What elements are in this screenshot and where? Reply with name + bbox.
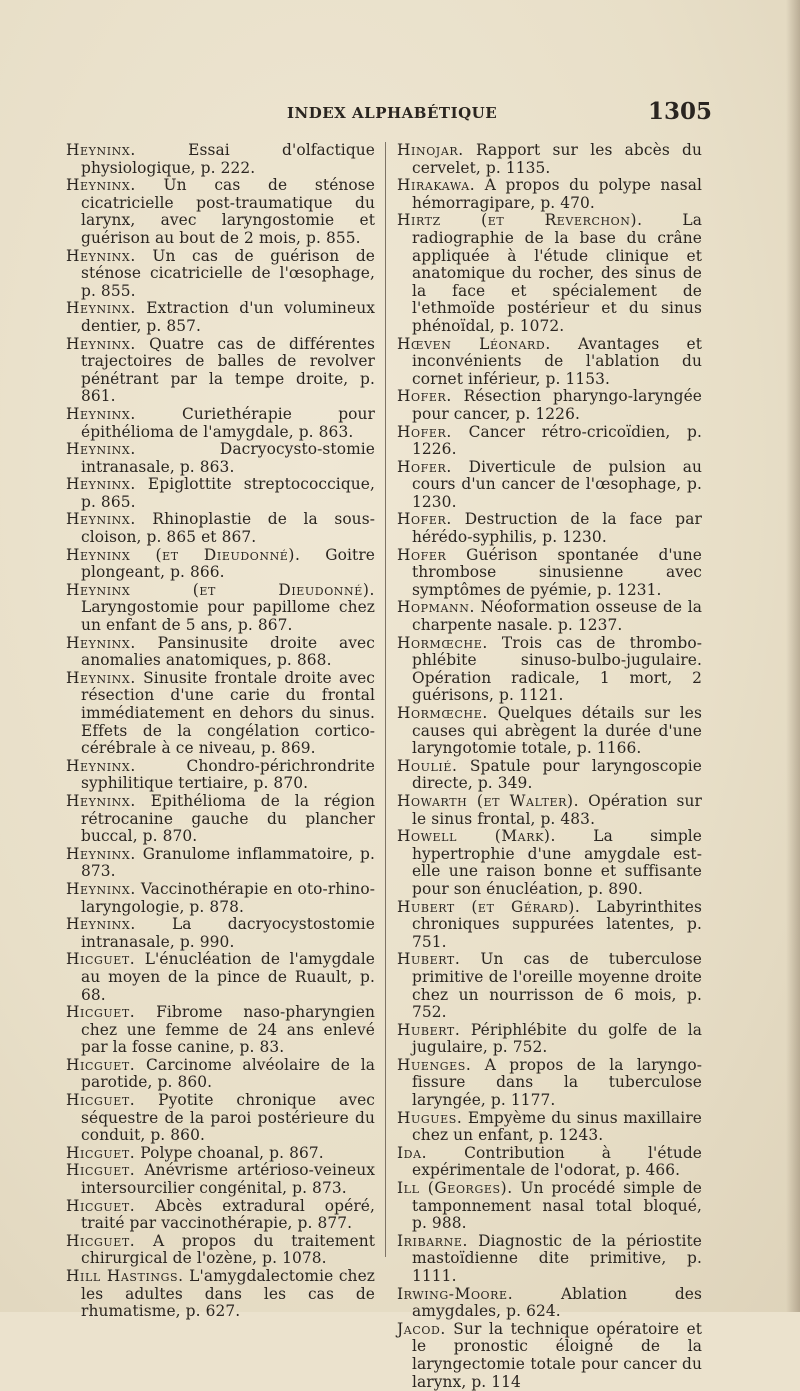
entry-author: Heyninx. — [66, 334, 136, 353]
index-entry — [397, 511, 702, 546]
entry-text: Un cas de guérison de sténose cicatricielle de l'œsophage, p. 855. — [81, 246, 375, 300]
entry-author: Heyninx. — [66, 440, 136, 459]
entry-text: Chondro-périchrondrite syphilitique tertiaire, p. 870. — [81, 756, 375, 793]
entry-text: Un cas de tuberculose primitive de l'oreille moyenne droite chez un nourrisson de 6 mois, p. 752. — [412, 950, 702, 1022]
entry-text: Extraction d'un volumineux dentier, p. 857. — [81, 299, 375, 335]
entry-author: Heyninx. — [66, 915, 136, 934]
entry-text: Laryngostomie pour papillome chez un enfant de 5 ans, p. 867. — [81, 598, 375, 635]
entry-text: Trois cas de thrombo-phlébite sinuso-bulbo-jugulaire. Opération radicale, 1 mort, 2 guérisons, p. 1121. — [412, 633, 702, 705]
index-entry — [397, 547, 702, 600]
index-entry — [397, 599, 702, 634]
entry-text: A propos du traitement chirurgical de l'ozène, p. 1078. — [81, 1231, 375, 1268]
entry-author: Heyninx. — [66, 299, 136, 318]
entry-author: Hicguet. — [66, 1003, 136, 1022]
entry-author: Iribarne. — [397, 1231, 468, 1250]
entry-text: Un procédé simple de tamponnement nasal total bloqué, p. 988. — [412, 1179, 703, 1233]
entry-author: Howarth (et Walter). — [397, 791, 580, 810]
index-entry — [66, 336, 375, 406]
entry-author: Hicguet. — [66, 1055, 136, 1074]
page-number: 1305 — [648, 98, 713, 125]
column-divider — [385, 142, 386, 1257]
index-entry — [66, 142, 375, 177]
entry-text: Epithélioma de la région rétrocanine gauche du plancher buccal, p. 870. — [81, 791, 375, 846]
entry-text: Essai d'olfactique physiologique, p. 222. — [81, 141, 375, 177]
page-header — [0, 100, 800, 130]
entry-text: Destruction de la face par hérédo-syphilis, p. 1230. — [412, 510, 702, 547]
entry-text: Périphlébite du golfe de la jugulaire, p. 752. — [412, 1020, 702, 1057]
entry-author: Howell (Mark). — [397, 827, 557, 846]
entry-author: Hopmann. — [397, 598, 475, 617]
index-entry — [66, 951, 375, 1004]
index-entry — [397, 793, 702, 828]
index-entry — [397, 1321, 702, 1391]
index-entry — [66, 1057, 375, 1092]
entry-text: L'amygdalectomie chez les adultes dans les cas de rhumatisme, p. 627. — [81, 1267, 375, 1321]
entry-text: Abcès extradural opéré, traité par vaccinothérapie, p. 877. — [81, 1196, 375, 1233]
entry-text: Quatre cas de différentes trajectoires de balles de revolver pénétrant par la tempe droite, p. 861. — [81, 334, 375, 406]
index-entry — [66, 177, 375, 247]
entry-author: Heyninx. — [66, 510, 136, 529]
index-entry — [397, 336, 702, 389]
entry-author: Hofer. — [397, 387, 452, 406]
index-entry — [397, 459, 702, 512]
index-entry — [66, 511, 375, 546]
index-entry — [397, 899, 702, 952]
index-entry — [66, 916, 375, 951]
index-entry — [397, 1180, 702, 1233]
entry-text: Empyème du sinus maxillaire chez un enfant, p. 1243. — [412, 1108, 702, 1145]
entry-text: Dacryocysto-stomie intranasale, p. 863. — [81, 440, 375, 476]
entry-author: Hinojar. — [397, 141, 464, 159]
entry-author: Hirakawa. — [397, 176, 476, 195]
index-entry — [397, 1110, 702, 1145]
entry-author: Hicguet. — [66, 1091, 136, 1110]
index-entry — [66, 881, 375, 916]
index-entry — [66, 441, 375, 476]
index-entry — [397, 1145, 702, 1180]
entry-text: La radiographie de la base du crâne appliquée à l'étude clinique et anatomique du rocher, des sinus de la face et spécialement de l'ethmoïde postérieur et du sinus phénoïdal, p. 1072. — [412, 211, 702, 335]
entry-author: Heyninx. — [66, 176, 136, 195]
entry-text: Curiethérapie pour épithélioma de l'amygdale, p. 863. — [81, 404, 375, 441]
entry-text: Un cas de sténose cicatricielle post-traumatique du larynx, avec laryngostomie et guérison au bout de 2 mois, p. 855. — [81, 176, 375, 247]
entry-text: Opération sur le sinus frontal, p. 483. — [412, 791, 702, 828]
entry-text: Rapport sur les abcès du cervelet, p. 1135. — [412, 141, 702, 177]
index-entry — [66, 1145, 375, 1163]
entry-author: Hœven Léonard. — [397, 334, 551, 353]
entry-author: Hubert (et Gérard). — [397, 897, 581, 916]
index-entry — [66, 1233, 375, 1268]
right-column — [397, 142, 702, 1391]
entry-text: Résection pharyngo-laryngée pour cancer, p. 1226. — [412, 387, 702, 423]
entry-text: Pyotite chronique avec séquestre de la paroi postérieure du conduit, p. 860. — [81, 1091, 375, 1145]
index-entry — [397, 758, 702, 793]
entry-author: Hicguet. — [66, 950, 136, 969]
entry-text: Fibrome naso-pharyngien chez une femme de 24 ans enlevé par la fosse canine, p. 83. — [81, 1003, 375, 1057]
entry-text: Cancer rétro-cricoïdien, p. 1226. — [412, 422, 702, 459]
entry-text: La simple hypertrophie d'une amygdale est-elle une raison bonne et suffisante pour son énucléation, p. 890. — [412, 827, 702, 898]
entry-text: Sinusite frontale droite avec résection d'une carie du frontal immédiatement en dehors du sinus. Effets de la congélation cortico-cérébrale à ce niveau, p. 869. — [81, 668, 375, 758]
entry-text: Anévrisme artérioso-veineux intersourcilier congénital, p. 873. — [81, 1161, 375, 1198]
entry-author: Heyninx. — [66, 404, 136, 423]
index-entry — [66, 635, 375, 670]
entry-author: Ill (Georges). — [397, 1179, 513, 1198]
entry-text: Vaccinothérapie en oto-rhino-laryngologie, p. 878. — [81, 879, 375, 916]
index-entry — [66, 406, 375, 441]
entry-author: Hicguet. — [66, 1231, 136, 1250]
index-entry — [397, 1057, 702, 1110]
entry-text: Diverticule de pulsion au cours d'un cancer de l'œsophage, p. 1230. — [412, 457, 702, 511]
entry-author: Irwing-Moore. — [397, 1284, 514, 1303]
entry-text: A propos de la laryngo-fissure dans la tuberculose laryngée, p. 1177. — [412, 1055, 702, 1110]
entry-author: Houlié. — [397, 756, 458, 775]
entry-author: Ida. — [397, 1143, 428, 1162]
index-entry — [397, 1233, 702, 1286]
entry-text: Diagnostic de la périostite mastoïdienne dite primitive, p. 1111. — [412, 1231, 702, 1285]
entry-text: L'énucléation de l'amygdale au moyen de la pince de Ruault, p. 68. — [81, 950, 375, 1004]
index-entry — [66, 300, 375, 335]
left-column — [66, 142, 375, 1321]
index-entry — [66, 670, 375, 758]
entry-author: Heyninx. — [66, 844, 136, 863]
entry-text: Sur la technique opératoire et le pronostic éloigné de la laryngectomie totale pour cancer du larynx, p. 114 — [412, 1319, 702, 1391]
index-entry — [66, 1198, 375, 1233]
index-entry — [66, 758, 375, 793]
index-entry — [66, 793, 375, 846]
entry-author: Hirtz (et Reverchon). — [397, 211, 643, 230]
entry-text: Quelques détails sur les causes qui abrègent la durée d'une laryngotomie totale, p. 1166. — [412, 704, 702, 758]
entry-author: Heyninx. — [66, 633, 136, 652]
page-title: INDEX ALPHABÉTIQUE — [287, 104, 498, 122]
entry-author: Hormœche. — [397, 704, 488, 722]
index-entry — [66, 1092, 375, 1145]
entry-text: Labyrinthites chroniques suppurées latentes, p. 751. — [412, 897, 703, 951]
entry-author: Heyninx. — [66, 475, 136, 494]
entry-author: Heyninx (et Dieudonné). — [66, 580, 375, 599]
entry-author: Hicguet. — [66, 1143, 136, 1162]
index-entry — [397, 424, 702, 459]
entry-text: Ablation des amygdales, p. 624. — [412, 1284, 702, 1321]
entry-author: Hubert. — [397, 1020, 461, 1039]
entry-author: Heyninx (et Dieudonné). — [66, 545, 301, 564]
entry-author: Hicguet. — [66, 1196, 136, 1215]
entry-text: Rhinoplastie de la sous-cloison, p. 865 et 867. — [81, 510, 375, 547]
index-entry — [66, 1004, 375, 1057]
entry-author: Heyninx. — [66, 668, 136, 687]
entry-author: Hicguet. — [66, 1161, 136, 1180]
index-entry — [397, 212, 702, 335]
entry-author: Hofer — [397, 545, 447, 564]
index-entry — [397, 1286, 702, 1321]
entry-author: Hugues. — [397, 1108, 463, 1127]
entry-text: Goitre plongeant, p. 866. — [81, 545, 375, 582]
entry-author: Hofer. — [397, 422, 452, 441]
entry-author: Hill Hastings. — [66, 1267, 184, 1285]
entry-author: Hubert. — [397, 950, 461, 969]
entry-text: Contribution à l'étude expérimentale de l'odorat, p. 466. — [412, 1143, 702, 1180]
entry-author: Hofer. — [397, 457, 452, 476]
entry-author: Heyninx. — [66, 246, 136, 265]
entry-author: Hofer. — [397, 510, 452, 529]
index-entry — [397, 142, 702, 177]
entry-text: Epiglottite streptococcique, p. 865. — [81, 475, 375, 511]
entry-text: La dacryocystostomie intranasale, p. 990. — [81, 915, 375, 951]
index-entry — [66, 1268, 375, 1321]
index-entry — [66, 547, 375, 582]
entry-author: Jacod. — [397, 1319, 446, 1338]
index-entry — [397, 1022, 702, 1057]
index-entry — [397, 705, 702, 758]
entry-author: Hormœche. — [397, 633, 488, 652]
entry-text: A propos du polype nasal hémorragipare, p. 470. — [412, 176, 702, 212]
entry-author: Heyninx. — [66, 141, 136, 159]
index-entry — [397, 828, 702, 898]
index-entry — [66, 846, 375, 881]
index-entry — [66, 1162, 375, 1197]
entry-text: Carcinome alvéolaire de la parotide, p. 860. — [81, 1055, 375, 1092]
entry-author: Huenges. — [397, 1055, 472, 1074]
entry-text: Avantages et inconvénients de l'ablation du cornet inférieur, p. 1153. — [412, 334, 702, 388]
entry-author: Heyninx. — [66, 791, 136, 810]
index-entry — [397, 177, 702, 212]
index-entry — [397, 635, 702, 705]
entry-text: Pansinusite droite avec anomalies anatomiques, p. 868. — [81, 633, 375, 670]
index-entry — [66, 248, 375, 301]
index-entry — [397, 388, 702, 423]
entry-text: Néoformation osseuse de la charpente nasale. p. 1237. — [412, 598, 702, 635]
entry-text: Guérison spontanée d'une thrombose sinusienne avec symptômes de pyémie, p. 1231. — [412, 545, 702, 599]
entry-text: Granulome inflammatoire, p. 873. — [81, 844, 375, 881]
entry-author: Heyninx. — [66, 879, 136, 898]
page-edge-shadow — [786, 0, 800, 1312]
index-entry — [397, 951, 702, 1021]
index-entry — [66, 476, 375, 511]
entry-author: Heyninx. — [66, 756, 136, 775]
index-entry — [66, 582, 375, 635]
entry-text: Polype choanal, p. 867. — [135, 1143, 324, 1162]
entry-text: Spatule pour laryngoscopie directe, p. 349. — [412, 756, 702, 793]
